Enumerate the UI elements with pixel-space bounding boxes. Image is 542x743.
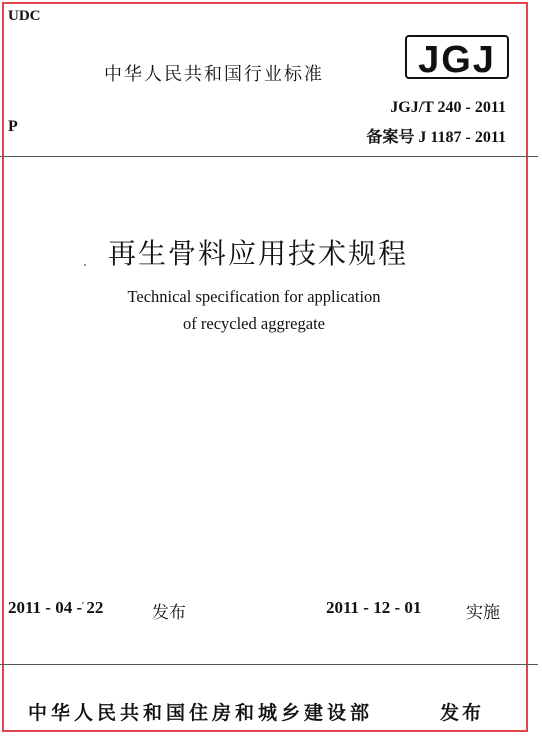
publish-date: 2011 - 04 - 22: [8, 598, 104, 617]
title-english-line1: Technical specification for application: [127, 287, 381, 306]
udc-label: UDC: [8, 8, 41, 24]
footer-divider: [0, 664, 538, 665]
implement-date: 2011 - 12 - 01: [326, 598, 422, 617]
implement-label: 实施: [466, 603, 500, 623]
scan-speck: [84, 264, 86, 266]
record-number: 备案号 J 1187 - 2011: [366, 129, 506, 146]
jgj-logo: [404, 32, 510, 82]
title-english-line2: of recycled aggregate: [183, 314, 325, 333]
issue-label: 发布: [440, 702, 485, 724]
classification-label: P: [8, 118, 18, 135]
standard-code: JGJ/T 240 - 2011: [390, 99, 506, 116]
industry-standard-heading: 中华人民共和国行业标准: [104, 64, 324, 85]
publish-label: 发布: [152, 603, 186, 623]
logo-text: JGJ: [418, 39, 496, 81]
header-divider: [0, 156, 538, 157]
title-chinese: 再生骨料应用技术规程: [107, 237, 408, 270]
ministry-name: 中华人民共和国住房和城乡建设部: [28, 702, 374, 724]
